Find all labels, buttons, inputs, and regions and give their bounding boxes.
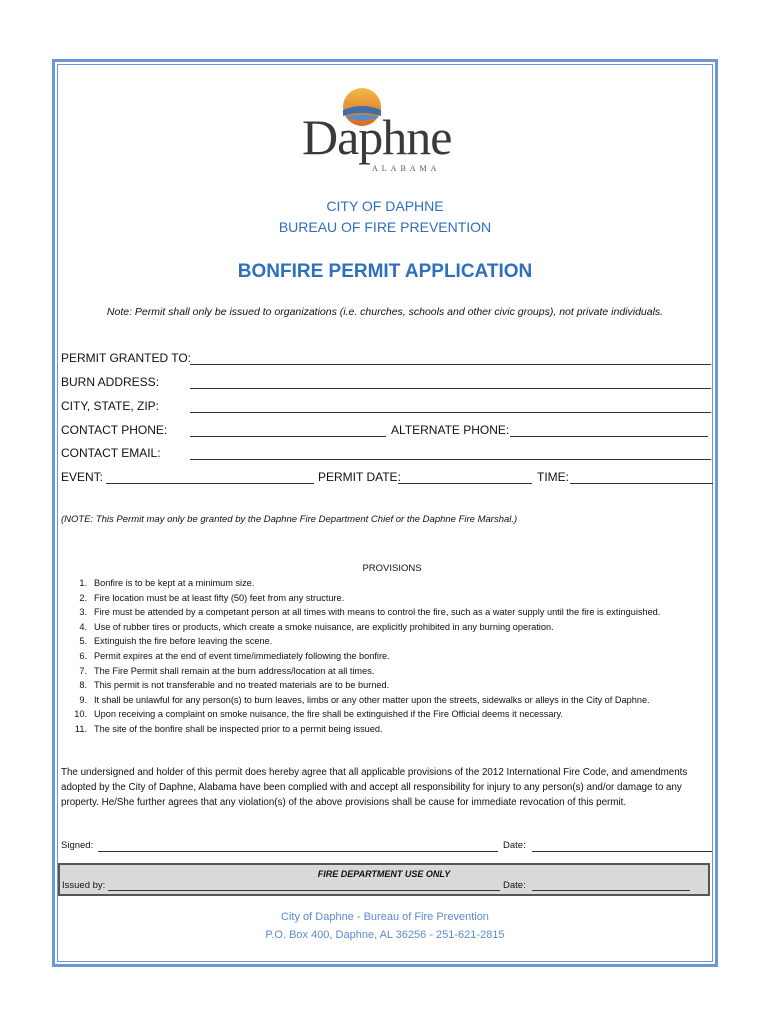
office-use-box	[58, 863, 710, 896]
list-item-text: The site of the bonfire shall be inspected prior to a permit being issued.	[94, 723, 383, 734]
list-item-number: 1.	[79, 578, 87, 588]
header-city: CITY OF DAPHNE	[326, 198, 444, 214]
time-label: TIME:	[537, 470, 569, 484]
signature-date-field[interactable]	[532, 851, 712, 852]
burn-address-label: BURN ADDRESS:	[61, 375, 160, 389]
contact-email-label: CONTACT EMAIL:	[61, 446, 161, 460]
list-item	[61, 707, 711, 722]
alternate-phone-field[interactable]	[510, 436, 708, 437]
office-use-title: FIRE DEPARTMENT USE ONLY	[317, 869, 451, 879]
permit-date-label: PERMIT DATE:	[318, 470, 401, 484]
list-item	[61, 591, 711, 606]
burn-address-field[interactable]	[190, 388, 711, 389]
list-item-text: The Fire Permit shall remain at the burn address/location at all times.	[94, 665, 375, 676]
list-item-text: Fire must be attended by a competant person at all times with means to control the fire, such as a water supply until the fire is extinguished.	[94, 607, 661, 618]
list-item-number: 2.	[79, 592, 87, 603]
list-item-number: 8.	[79, 680, 87, 691]
signature-date-label: Date:	[503, 840, 526, 851]
list-item-number: 10.	[74, 709, 87, 720]
event-label: EVENT:	[61, 470, 104, 484]
alternate-phone-label: ALTERNATE PHONE:	[391, 423, 510, 437]
city-state-zip-field[interactable]	[190, 412, 711, 413]
list-item-number: 3.	[79, 607, 87, 618]
list-item	[61, 634, 711, 649]
list-item-number: 11.	[74, 723, 87, 734]
contact-email-field[interactable]	[190, 459, 711, 460]
list-item	[61, 678, 711, 693]
contact-phone-field[interactable]	[190, 436, 386, 437]
authority-note: (NOTE: This Permit may only be granted by the Daphne Fire Department Chief or the Daphne Fire Marshal.)	[61, 514, 518, 525]
list-item-text: Permit expires at the end of event time/immediately following the bonfire.	[94, 650, 390, 661]
permit-date-field[interactable]	[398, 483, 532, 484]
list-item-text: Extinguish the fire before leaving the scene.	[94, 636, 273, 647]
time-field[interactable]	[570, 483, 713, 484]
office-date-field[interactable]	[532, 890, 690, 891]
footer-office: City of Daphne - Bureau of Fire Prevention	[281, 911, 489, 923]
agreement-text: The undersigned and holder of this permit does hereby agree that all applicable provisions of the 2012 International Fire Code, and amendments adopted by the City of Daphne, Alabama have been complied with and accept all responsibility for injury to any person(s) and/or damage to any property. He/She further agrees that any violation(s) of the above provisions shall be cause for immediate revocation of this permit.	[61, 767, 688, 808]
issued-by-field[interactable]	[108, 890, 500, 891]
signature-field[interactable]	[98, 851, 498, 852]
list-item	[61, 620, 711, 635]
permit-granted-to-label: PERMIT GRANTED TO:	[61, 351, 192, 365]
contact-phone-label: CONTACT PHONE:	[61, 423, 168, 437]
list-item	[61, 649, 711, 664]
list-item-number: 7.	[79, 665, 87, 676]
header-bureau: BUREAU OF FIRE PREVENTION	[278, 219, 492, 235]
list-item-text: It shall be unlawful for any person(s) to burn leaves, limbs or any other matter upon the streets, sidewalks or alleys in the City of Daphne.	[94, 694, 650, 705]
provisions-title: PROVISIONS	[362, 563, 422, 574]
list-item-text: Upon receiving a complaint on smoke nuisance, the fire shall be extinguished if the Fire Official deems it necessary.	[94, 709, 563, 720]
provisions-list	[61, 576, 711, 737]
list-item-number: 9.	[79, 694, 87, 705]
list-item	[61, 576, 711, 591]
signed-label: Signed:	[61, 840, 94, 851]
list-item-text: Bonfire is to be kept at a minimum size.	[94, 578, 255, 588]
list-item-number: 5.	[79, 636, 87, 647]
list-item-number: 4.	[79, 621, 87, 632]
list-item	[61, 722, 711, 737]
permit-granted-to-field[interactable]	[190, 364, 711, 365]
list-item-number: 6.	[79, 650, 87, 661]
page-title: BONFIRE PERMIT APPLICATION	[237, 261, 533, 282]
list-item	[61, 664, 711, 679]
city-state-zip-label: CITY, STATE, ZIP:	[61, 399, 160, 413]
event-field[interactable]	[106, 483, 314, 484]
eligibility-note: Note: Permit shall only be issued to organizations (i.e. churches, schools and other civic groups), not private individuals.	[106, 306, 664, 318]
issued-by-label: Issued by:	[62, 880, 106, 891]
list-item-text: This permit is not transferable and no treated materials are to be burned.	[94, 680, 390, 691]
list-item-text: Fire location must be at least fifty (50) feet from any structure.	[94, 592, 345, 603]
footer-address: P.O. Box 400, Daphne, AL 36256 - 251-621-2815	[265, 929, 505, 941]
list-item-text: Use of rubber tires or products, which create a smoke nuisance, are explicitly prohibited in any burning operation.	[94, 621, 554, 632]
list-item	[61, 693, 711, 708]
logo-state: ALABAMA	[372, 164, 441, 173]
logo-wordmark: Daphne	[302, 109, 452, 165]
office-date-label: Date:	[503, 880, 526, 891]
list-item	[61, 605, 711, 620]
